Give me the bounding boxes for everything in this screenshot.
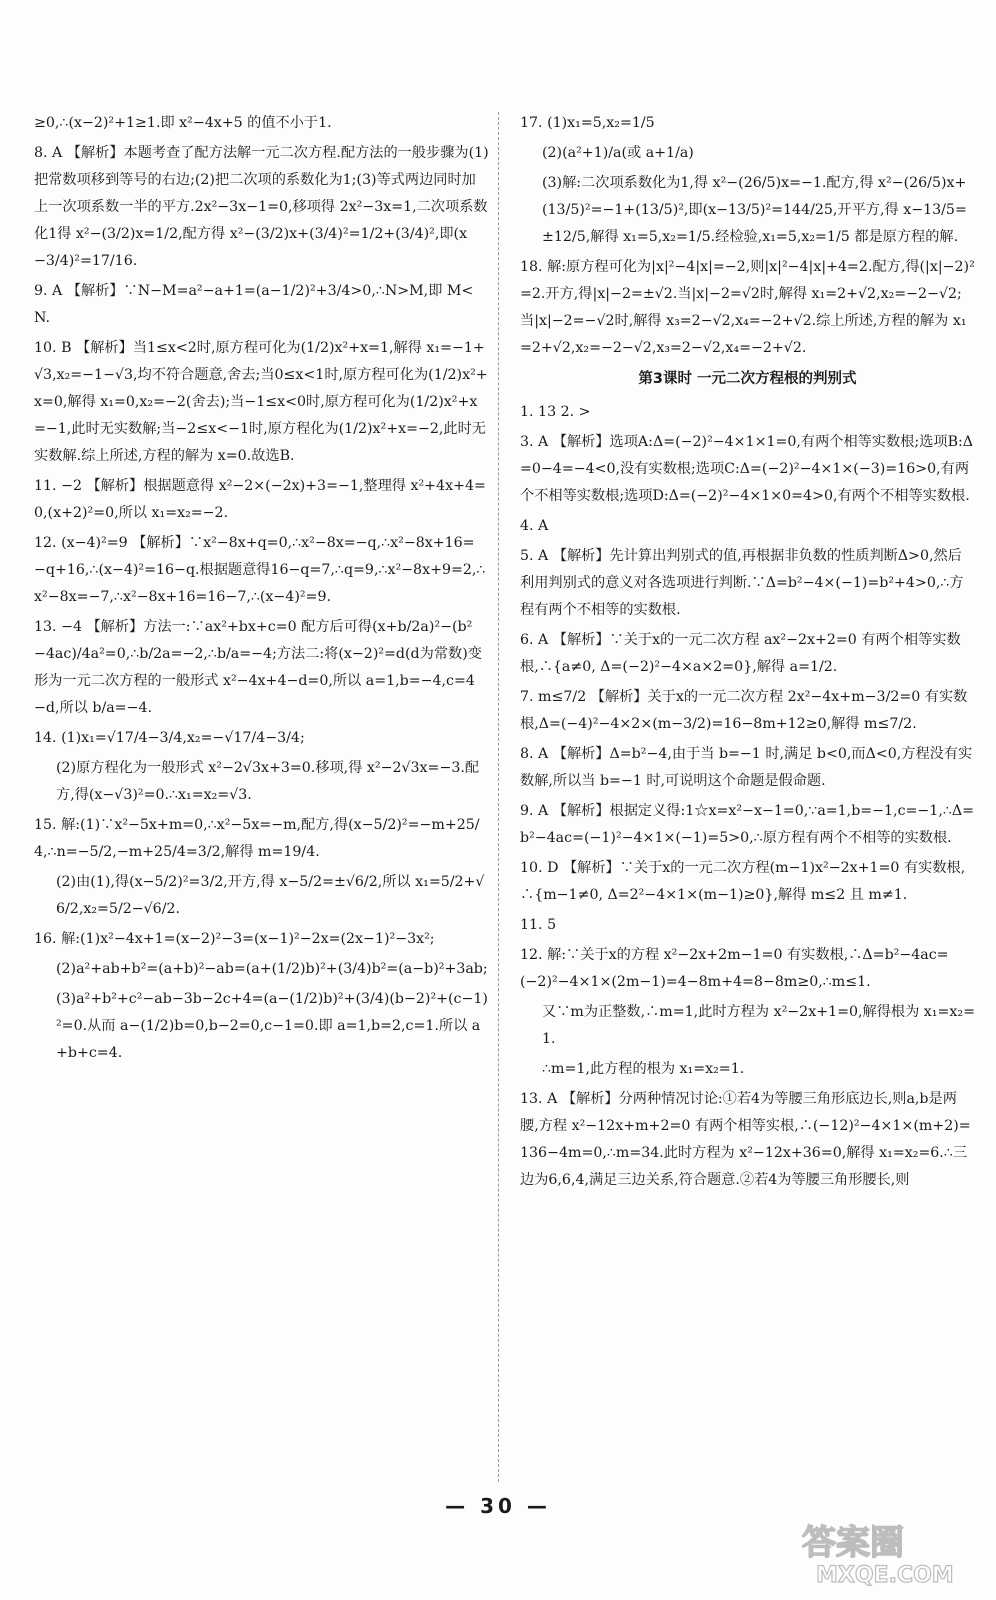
paragraph: ≥0,∴(x−2)²+1≥1.即 x²−4x+5 的值不小于1. (34, 115, 332, 131)
paragraph: 13. A 【解析】分两种情况讨论:①若4为等腰三角形底边长,则a,b是两腰,方程 x²−12x+m+2=0 有两个相等实根,∴(−12)²−4×1×(m+2)=136−4m=0,∴m=34.此时方程为 x²−12x+36=0,解得 x₁=x₂=6.∴三边为6,6,4,满足三边关系,符合题意.②若4为等腰三角形腰长,则 (520, 1091, 971, 1188)
paragraph: (2)由(1),得(x−5/2)²=3/2,开方,得 x−5/2=±√6/2,所以 x₁=5/2+√6/2,x₂=5/2−√6/2. (56, 874, 485, 917)
paragraph: 18. 解:原方程可化为|x|²−4|x|=−2,则|x|²−4|x|+4=2.配方,得(|x|−2)²=2.开方,得|x|−2=±√2.当|x|−2=√2时,解得 x₁=2+√2,x₂=−2−√2;当|x|−2=−√2时,解得 x₃=2−√2,x₄=−2+√2.综上所述,方程的解为 x₁=2+√2,x₂=−2−√2,x₃=2−√2,x₄=−2+√2. (520, 259, 975, 356)
paragraph: 10. B 【解析】当1≤x<2时,原方程可化为(1/2)x²+x=1,解得 x₁=−1+√3,x₂=−1−√3,均不符合题意,舍去;当0≤x<1时,原方程可化为(1/2)x²+x=0,解得 x₁=0,x₂=−2(舍去);当−1≤x<0时,原方程可化为(1/2)x²+x=−1,此时无实数解;当−2≤x<−1时,原方程化为(1/2)x²+x=−2,此时无实数解.综上所述,方程的解为 x=0.故选B. (34, 340, 488, 464)
paragraph: 16. 解:(1)x²−4x+1=(x−2)²−3=(x−1)²−2x=(2x−1)²−3x²; (34, 931, 435, 947)
paragraph: (3)解:二次项系数化为1,得 x²−(26/5)x=−1.配方,得 x²−(26/5)x+(13/5)²=−1+(13/5)²,即(x−13/5)²=144/25,开平方,得 x−13/5=±12/5,解得 x₁=5,x₂=1/5.经检验,x₁=5,x₂=1/5 都是原方程的解. (542, 175, 967, 245)
left-column (34, 110, 489, 1070)
paragraph: 9. A 【解析】∵N−M=a²−a+1=(a−1/2)²+3/4>0,∴N>M,即 M<N. (34, 283, 474, 326)
paragraph: (2)原方程化为一般形式 x²−2√3x+3=0.移项,得 x²−2√3x=−3.配方,得(x−√3)²=0.∴x₁=x₂=√3. (56, 760, 480, 803)
paragraph: 9. A 【解析】根据定义得:1☆x=x²−x−1=0,∵a=1,b=−1,c=−1,∴Δ=b²−4ac=(−1)²−4×1×(−1)=5>0,∴原方程有两个不相等的实数根. (520, 803, 975, 846)
watermark-en-text: MXQE.COM (816, 1563, 954, 1588)
paragraph: 4. A (520, 518, 549, 534)
paragraph: (3)a²+b²+c²−ab−3b−2c+4=(a−(1/2)b)²+(3/4)(b−2)²+(c−1)²=0.从而 a−(1/2)b=0,b−2=0,c−1=0.即 a=1,b=2,c=1.所以 a+b+c=4. (56, 991, 488, 1061)
paragraph: 17. (1)x₁=5,x₂=1/5 (520, 115, 655, 131)
paragraph: (2)(a²+1)/a(或 a+1/a) (542, 145, 694, 161)
page-number: — 30 — (445, 1494, 551, 1518)
paragraph: 15. 解:(1)∵x²−5x+m=0,∴x²−5x=−m,配方,得(x−5/2)²=−m+25/4,∴n=−5/2,−m+25/4=3/2,解得 m=19/4. (34, 817, 480, 860)
paragraph: 3. A 【解析】选项A:Δ=(−2)²−4×1×1=0,有两个相等实数根;选项B:Δ=0−4=−4<0,没有实数根;选项C:Δ=(−2)²−4×1×(−3)=16>0,有两个不相等实数根;选项D:Δ=(−2)²−4×1×0=4>0,有两个不相等实数根. (520, 434, 974, 504)
column-divider (498, 112, 499, 1482)
paragraph: 12. 解:∵关于x的方程 x²−2x+2m−1=0 有实数根,∴Δ=b²−4ac=(−2)²−4×1×(2m−1)=4−8m+4=8−8m≥0,∴m≤1. (520, 947, 949, 990)
paragraph: 14. (1)x₁=√17/4−3/4,x₂=−√17/4−3/4; (34, 730, 305, 746)
paragraph: 又∵m为正整数,∴m=1,此时方程为 x²−2x+1=0,解得根为 x₁=x₂=1. (542, 1004, 975, 1047)
paragraph: 10. D 【解析】∵关于x的一元二次方程(m−1)x²−2x+1=0 有实数根,∴{m−1≠0, Δ=2²−4×1×(m−1)≥0},解得 m≤2 且 m≠1. (520, 860, 966, 903)
watermark-logo (796, 1510, 966, 1590)
right-column (520, 110, 975, 1197)
watermark-cn-text: 答案圈 (802, 1523, 904, 1563)
paragraph: 12. (x−4)²=9 【解析】∵x²−8x+q=0,∴x²−8x=−q,∴x²−8x+16=−q+16,∴(x−4)²=16−q.根据题意得16−q=7,∴q=9,∴x²−8x+9=2,∴x²−8x=−7,∴x²−8x+16=16−7,∴(x−4)²=9. (34, 535, 486, 605)
paragraph: 8. A 【解析】本题考查了配方法解一元二次方程.配方法的一般步骤为(1)把常数项移到等号的右边;(2)把二次项的系数化为1;(3)等式两边同时加上一次项系数一半的平方.2x²−3x−1=0,移项得 2x²−3x=1,二次项系数化1得 x²−(3/2)x=1/2,配方得 x²−(3/2)x+(3/4)²=1/2+(3/4)²,即(x−3/4)²=17/16. (34, 145, 489, 269)
paragraph: ∴m=1,此方程的根为 x₁=x₂=1. (542, 1061, 745, 1077)
watermark-icon (796, 1510, 966, 1590)
paragraph: 11. −2 【解析】根据题意得 x²−2×(−2x)+3=−1,整理得 x²+4x+4=0,(x+2)²=0,所以 x₁=x₂=−2. (34, 478, 486, 521)
paragraph: 8. A 【解析】Δ=b²−4,由于当 b=−1 时,满足 b<0,而Δ<0,方程没有实数解,所以当 b=−1 时,可说明这个命题是假命题. (520, 746, 973, 789)
paragraph: 5. A 【解析】先计算出判别式的值,再根据非负数的性质判断Δ>0,然后利用判别式的意义对各选项进行判断.∵Δ=b²−4×(−1)=b²+4>0,∴方程有两个不相等的实数根. (520, 548, 964, 618)
paragraph: 11. 5 (520, 917, 557, 933)
section-title: 第3课时 一元二次方程根的判别式 (638, 371, 857, 387)
paragraph: 1. 13 2. > (520, 404, 591, 420)
paragraph: 7. m≤7/2 【解析】关于x的一元二次方程 2x²−4x+m−3/2=0 有实数根,Δ=(−4)²−4×2×(m−3/2)=16−8m+12≥0,解得 m≤7/2. (520, 689, 968, 732)
paragraph: 6. A 【解析】∵关于x的一元二次方程 ax²−2x+2=0 有两个相等实数根,∴{a≠0, Δ=(−2)²−4×a×2=0},解得 a=1/2. (520, 632, 961, 675)
paragraph: 13. −4 【解析】方法一:∵ax²+bx+c=0 配方后可得(x+b/2a)²−(b²−4ac)/4a²=0,∴b/2a=−2,∴b/a=−4;方法二:将(x−2)²=d(d为常数)变形为一元二次方程的一般形式 x²−4x+4−d=0,所以 a=1,b=−4,c=4−d,所以 b/a=−4. (34, 619, 482, 716)
paragraph: (2)a²+ab+b²=(a+b)²−ab=(a+(1/2)b)²+(3/4)b²=(a−b)²+3ab; (56, 961, 488, 977)
